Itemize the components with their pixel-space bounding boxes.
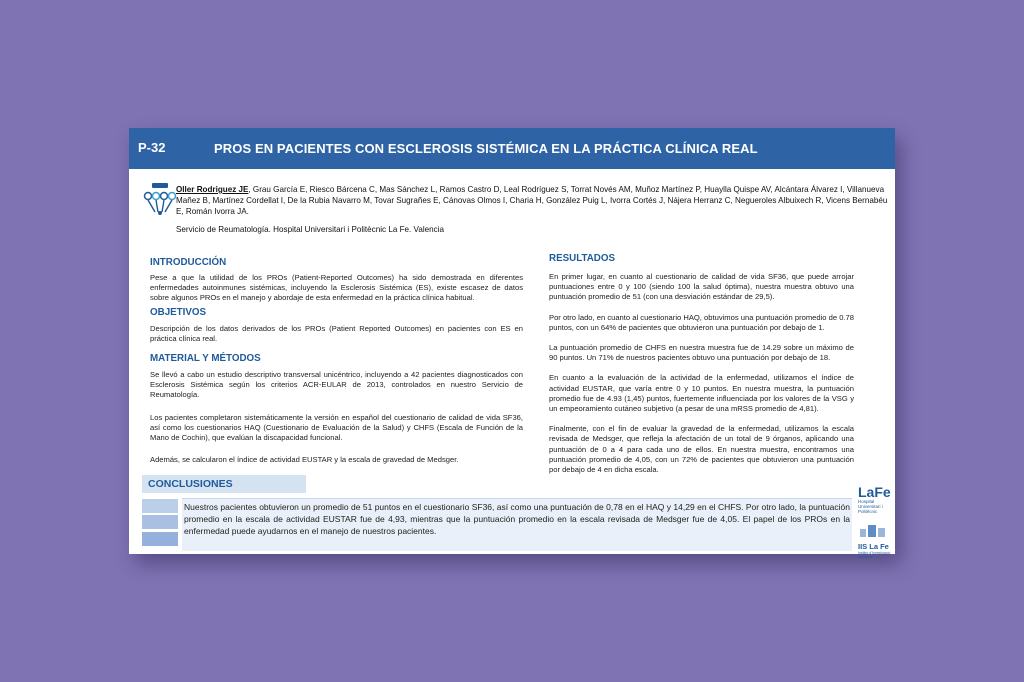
iis-logo-subtext: Institut d'Investigació Sanitària bbox=[858, 551, 891, 559]
poster-title: PROS EN PACIENTES CON ESCLEROSIS SISTÉMICA EN LA PRÁCTICA CLÍNICA REAL bbox=[214, 141, 758, 156]
resultados-text bbox=[549, 272, 854, 481]
metodos-paragraph-2: Los pacientes completaron sistemáticamente la versión en español del cuestionario de calidad de vida SF36, así como los cuestionarios HAQ (Cuestionario de Evaluación de la Salud) y CHFS (Escala de Función de la Mano de Cochin), que evalúan la discapacidad funcional. bbox=[150, 412, 523, 443]
lead-author: Oller Rodriguez JE bbox=[176, 185, 249, 194]
co-authors: , Grau García E, Riesco Bárcena C, Mas Sánchez L, Ramos Castro D, Leal Rodríguez S, Torrat Novés AM, Muñoz Martínez P, Huaylla Quispe AV, Alcántara Álvarez I, Villanueva Mañez B, Martínez Cordellat I, De la Rubia Navarro M, Tovar Sugrañes E, Cánovas Olmos I, Charia H, González Puig L, Ivorra Cortés J, Nájera Herranz C, Negueroles Albuixech R, Vicens Bernabéu E, Román Ivorra JA. bbox=[176, 185, 888, 216]
iis-logo-text: IIS La Fe bbox=[858, 542, 889, 551]
decor-square-2 bbox=[142, 515, 178, 529]
objetivos-paragraph: Descripción de los datos derivados de los PROs (Patient Reported Outcomes) en pacientes con ES en práctica clínica real. bbox=[150, 324, 523, 344]
resultados-heading: RESULTADOS bbox=[549, 253, 616, 264]
resultados-paragraph-2: Por otro lado, en cuanto al cuestionario HAQ, obtuvimos una puntuación promedio de 0.78 puntos, con un 64% de pacientes que obtuvieron una puntuación por debajo de 1. bbox=[549, 312, 854, 332]
iis-la-fe-logo bbox=[858, 524, 892, 559]
la-fe-logo bbox=[858, 485, 892, 514]
resultados-paragraph-4: En cuanto a la evaluación de la actividad de la enfermedad, utilizamos el índice de actividad EUSTAR, que varía entre 0 y 10 puntos. En nuestra muestra, la puntuación promedio fue de 4.93 (1,45) puntos, fuertemente influenciada por los valores de la VSG y un empeoramiento cutáneo subjetivo (a pesar de una mRSS promedio de 4,81). bbox=[549, 373, 854, 414]
metodos-text bbox=[150, 370, 523, 471]
resultados-paragraph-3: La puntuación promedio de CHFS en nuestra muestra fue de 14.29 sobre un máximo de 90 puntos. Un 71% de nuestros pacientes obtuvo una puntuación por debajo de 18. bbox=[549, 343, 854, 363]
conclusiones-heading: CONCLUSIONES bbox=[148, 478, 233, 490]
objetivos-heading: OBJETIVOS bbox=[150, 307, 207, 318]
poster-header bbox=[129, 128, 895, 169]
intro-paragraph: Pese a que la utilidad de los PROs (Patient-Reported Outcomes) ha sido demostrada en diferentes enfermedades autoinmunes sistémicas, incluyendo la Esclerosis Sistémica (ES), existe escasez de datos sobre algunos PROs en el manejo y abordaje de esta enfermedad en la práctica clínica habitual. bbox=[150, 273, 523, 303]
la-fe-logo-subtext: Hospital Universitari i Politècnic bbox=[858, 499, 883, 514]
metodos-paragraph-1: Se llevó a cabo un estudio descriptivo transversal unicéntrico, incluyendo a 42 pacientes diagnosticados con Esclerosis Sistémica según los criterios ACR-EULAR de 2013, controlados en nuestro Servicio de Reumatología. bbox=[150, 370, 523, 400]
poster-code: P-32 bbox=[138, 140, 166, 155]
la-fe-logo-text: LaFe bbox=[858, 484, 891, 500]
resultados-paragraph-5: Finalmente, con el fin de evaluar la gravedad de la enfermedad, utilizamos la escala revisada de Medsger, que refleja la afectación de un total de 9 órganos, aplicando una puntuación de 0 a 4 para cada uno de ellos. En nuestra muestra, encontramos una puntuación promedio de 4,05, con un 72% de pacientes que obtuvieron una puntuación por debajo de 4 en dicha escala. bbox=[549, 424, 854, 475]
objetivos-text bbox=[150, 324, 523, 350]
decor-square-1 bbox=[142, 499, 178, 513]
intro-text bbox=[150, 273, 523, 310]
society-logo-icon bbox=[143, 182, 177, 216]
decor-square-3 bbox=[142, 532, 178, 546]
metodos-paragraph-3: Además, se calcularon el índice de actividad EUSTAR y la escala de gravedad de Medsger. bbox=[150, 455, 459, 465]
author-list bbox=[176, 184, 892, 217]
intro-heading: INTRODUCCIÓN bbox=[150, 257, 227, 268]
affiliation: Servicio de Reumatología. Hospital Universitari i Politècnic La Fe. Valencia bbox=[176, 225, 444, 234]
poster bbox=[129, 128, 895, 559]
metodos-heading: MATERIAL Y MÉTODOS bbox=[150, 353, 261, 364]
resultados-paragraph-1: En primer lugar, en cuanto al cuestionario de calidad de vida SF36, que puede arrojar puntuaciones entre 0 y 100 (siendo 100 la salud óptima), nuestra muestra obtuvo una puntuación promedio de 51 (con una desviación estándar de 29,5). bbox=[549, 272, 854, 302]
building-icon bbox=[858, 525, 888, 537]
conclusiones-text: Nuestros pacientes obtuvieron un promedio de 51 puntos en el cuestionario SF36, así como una puntuación de 0,78 en el HAQ y 14,29 en el CHFS. Por otro lado, la puntuación promedio en la escala de actividad EUSTAR fue de 4,93, mientras que la puntuación promedio en la escala revisada de Medsger fue de 4,05. El papel de los PROs en la enfermedad puede ayudarnos en el manejo de nuestros pacientes. bbox=[184, 502, 850, 536]
